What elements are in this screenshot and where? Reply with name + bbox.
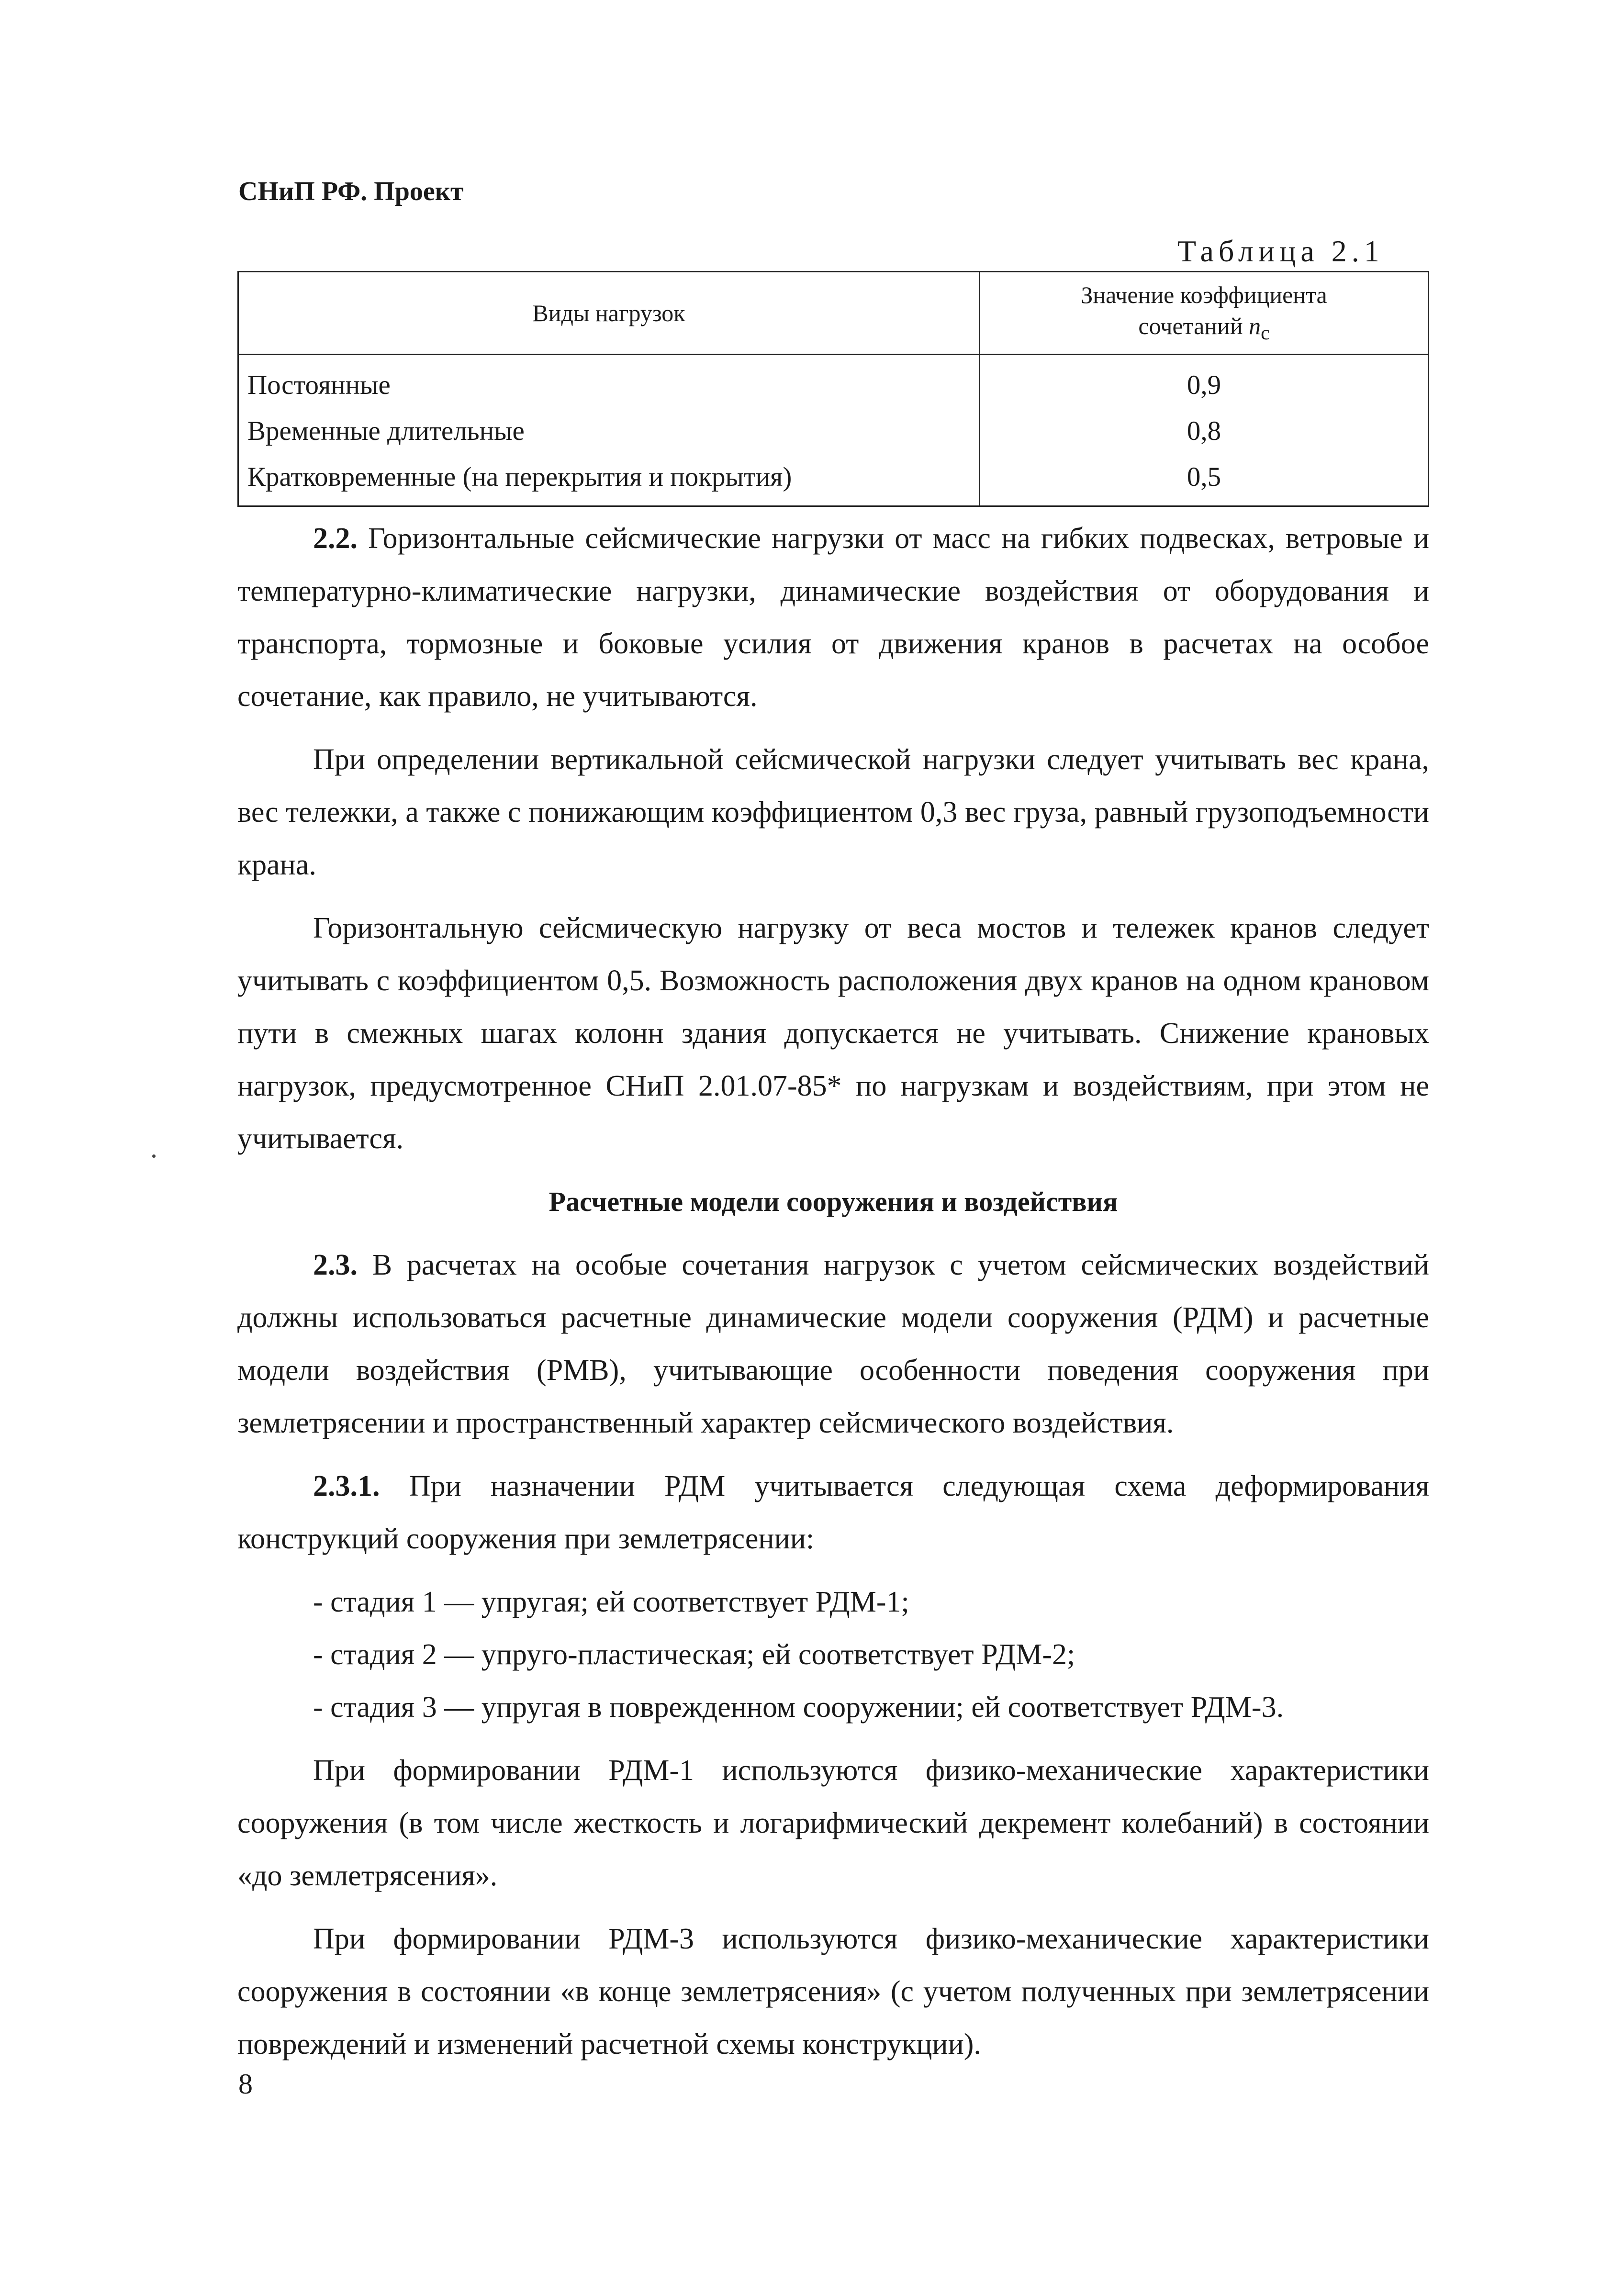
paragraph-vertical-load: При определении вертикальной сейсмической нагрузки следует учитывать вес крана, вес тележки, а также с понижающим коэффициентом 0,3 вес груза, равный грузоподъемности крана. [237,743,1429,881]
running-header: СНиП РФ. Проект [238,177,464,206]
coefficient-subscript: c [1261,322,1270,345]
column-header-load-types: Виды нагрузок [238,272,980,355]
load-type-cell: Кратковременные (на перекрытия и покрытия) [238,454,980,506]
table-row [238,454,1429,506]
table-row [238,408,1429,454]
load-type-cell: Постоянные [238,355,980,408]
clause-number: 2.2. [313,522,358,555]
paragraph-rdm-1: При формировании РДМ-1 используются физико-механические характеристики сооружения (в том числе жесткость и логарифмический декремент колебаний) в состоянии «до землетрясения». [237,1754,1429,1892]
clause-number: 2.3. [313,1249,358,1281]
paragraph-text: Горизонтальные сейсмические нагрузки от масс на гибких подвесках, ветровые и температурно-климатические нагрузки, динамические воздействия от оборудования и транспорта, тормозные и боковые усилия от движения кранов в расчетах на особое сочетание, как правило, не учитываются. [237,522,1429,713]
section-title: Расчетные модели сооружения и воздействия [549,1186,1118,1217]
list-item-stage-2: - стадия 2 — упруго-пластическая; ей соответствует РДМ-2; [313,1638,1075,1671]
coefficient-value-cell: 0,5 [980,454,1429,506]
document-body [237,512,1429,2081]
table-header-row [238,272,1429,355]
paragraph-text: При назначении РДМ учитывается следующая схема деформирования конструкций сооружения при землетрясении: [237,1470,1429,1555]
column-header-coefficient [980,272,1429,355]
paragraph-rdm-3: При формировании РДМ-3 используются физико-механические характеристики сооружения в состоянии «в конце землетрясения» (с учетом полученных при землетрясении повреждений и изменений расчетной схемы конструкции). [237,1923,1429,2061]
paragraph-2-2 [237,512,1429,723]
page-number: 8 [238,2068,253,2100]
scan-speck [152,1154,156,1158]
list-item-stage-1: - стадия 1 — упругая; ей соответствует РДМ-1; [313,1586,909,1618]
clause-number: 2.3.1. [313,1470,380,1502]
paragraph-horizontal-load: Горизонтальную сейсмическую нагрузку от веса мостов и тележек кранов следует учитывать с коэффициентом 0,5. Возможность расположения двух кранов на одном крановом пути в смежных шагах колонн здания допускается не учитывать. Снижение крановых нагрузок, предусмотренное СНиП 2.01.07-85* по нагрузкам и воздействиям, при этом не учитывается. [237,912,1429,1155]
load-type-cell: Временные длительные [238,408,980,454]
coefficient-value-cell: 0,9 [980,355,1429,408]
paragraph-text: В расчетах на особые сочетания нагрузок с учетом сейсмических воздействий должны использоваться расчетные динамические модели сооружения (РДМ) и расчетные модели воздействия (РМВ), учитывающие особенности поведения сооружения при землетрясении и пространственный характер сейсмического воздействия. [237,1249,1429,1439]
coefficient-symbol: n [1249,313,1261,340]
column-header-coefficient-line1: Значение коэффициента [1081,281,1327,309]
load-combination-table [237,271,1429,507]
paragraph-2-3-1 [237,1460,1429,1565]
table-row [238,355,1429,408]
table-caption: Таблица 2.1 [1177,234,1384,268]
list-item-stage-3: - стадия 3 — упругая в поврежденном сооружении; ей соответствует РДМ-3. [313,1691,1284,1724]
paragraph-2-3 [237,1239,1429,1449]
column-header-coefficient-line2: сочетаний [1138,313,1243,340]
coefficient-value-cell: 0,8 [980,408,1429,454]
